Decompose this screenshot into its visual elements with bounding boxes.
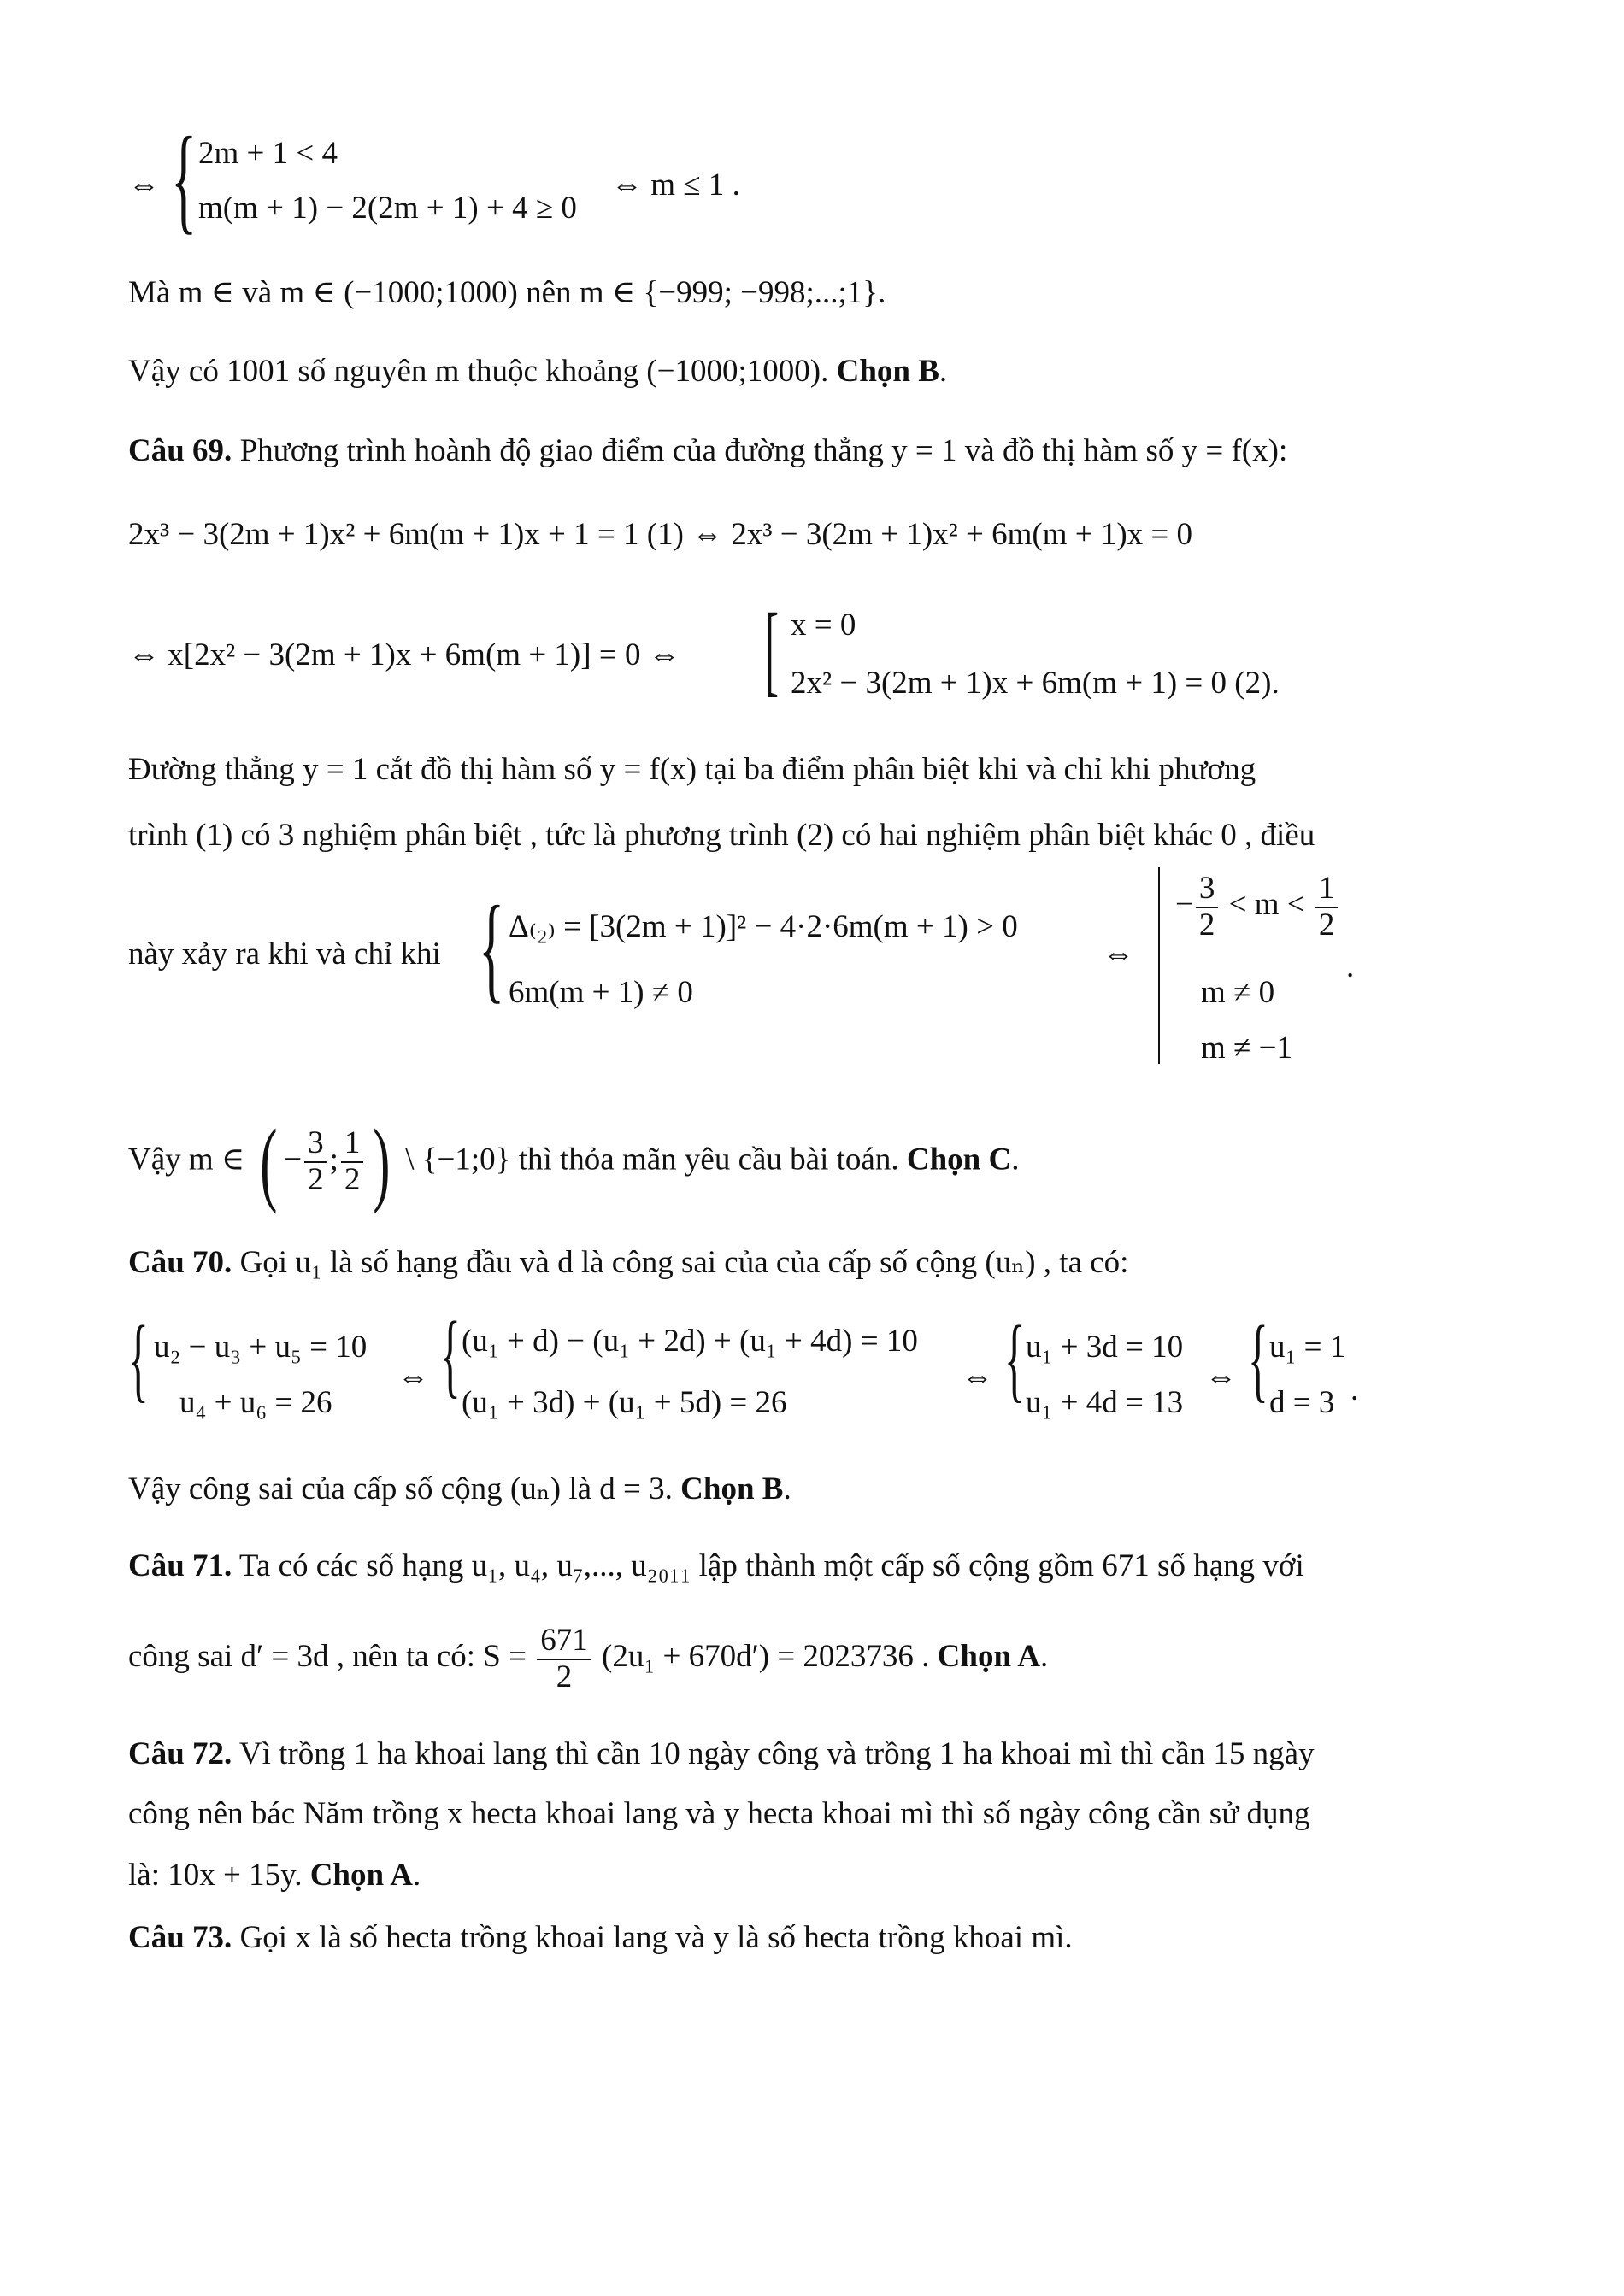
text-line: này xảy ra khi và chỉ khi [128, 937, 441, 972]
question-73: Câu 73. Gọi x là số hecta trồng khoai lang và y là số hecta trồng khoai mì. [128, 1920, 1073, 1955]
system-brace: { [1004, 1307, 1025, 1411]
question-label: Câu 73. [128, 1920, 232, 1955]
dot: . [1350, 1372, 1359, 1407]
text-line: trình (1) có 3 nghiệm phân biệt , tức là phương trình (2) có hai nghiệm phân biệt khác 0 , điều [128, 818, 1315, 853]
system-line: u₂ − u₃ + u₅ = 10 [154, 1330, 368, 1365]
dot: . [1346, 949, 1355, 984]
conclusion: Vậy công sai của cấp số cộng (uₙ) là d = 3. Chọn B. [128, 1471, 791, 1506]
system-brace: { [440, 1302, 461, 1406]
system-line: u₄ + u₆ = 26 [179, 1385, 332, 1420]
text-line: Đường thẳng y = 1 cắt đồ thị hàm số y = f(x) tại ba điểm phân biệt khi và chỉ khi phương [128, 752, 1256, 787]
text-line: Mà m ∈ và m ∈ (−1000;1000) nên m ∈ {−999; −998;...;1}. [128, 275, 886, 310]
iff-symbol: ⇔ [397, 1359, 429, 1395]
system-line: (u₁ + d) − (u₁ + 2d) + (u₁ + 4d) = 10 [462, 1324, 918, 1359]
result: ⇔ m ≤ 1 . [611, 167, 740, 203]
or-bracket: [ [765, 592, 779, 706]
equation: 2x³ − 3(2m + 1)x² + 6m(m + 1)x + 1 = 1 (1) ⇔ 2x³ − 3(2m + 1)x² + 6m(m + 1)x = 0 [128, 517, 1193, 552]
equation: ⇔ x[2x² − 3(2m + 1)x + 6m(m + 1)] = 0 ⇔ [128, 637, 680, 672]
question-71: Câu 71. Ta có các số hạng u₁, u₄, u₇,..., u₂₀₁₁ lập thành một cấp số cộng gồm 671 số hạng với [128, 1548, 1304, 1583]
iff-symbol: ⇔ [962, 1359, 993, 1395]
system-line: Δ₍₂₎ = [3(2m + 1)]² − 4·2·6m(m + 1) > 0 [509, 909, 1018, 944]
system-line: 2m + 1 < 4 [198, 136, 338, 171]
system-brace: { [171, 113, 197, 245]
result-line: − $\frac{3}{2}$ < m < $\frac{1}{2}$ [1175, 872, 1340, 942]
iff-symbol: ⇔ [128, 167, 160, 203]
text-line: công nên bác Năm trồng x hecta khoai lang và y hecta khoai mì thì số ngày công cần sử dụng [128, 1796, 1310, 1831]
question-69: Câu 69. Phương trình hoành độ giao điểm của đường thẳng y = 1 và đồ thị hàm số y = f(x): [128, 433, 1288, 468]
result-line: m ≠ −1 [1201, 1031, 1292, 1066]
equation: x = 0 [791, 608, 856, 643]
system-line: u₁ + 4d = 13 [1026, 1385, 1184, 1420]
system-line: 6m(m + 1) ≠ 0 [509, 975, 693, 1010]
system-brace: { [1248, 1307, 1268, 1411]
system-line: (u₁ + 3d) + (u₁ + 5d) = 26 [462, 1385, 787, 1420]
system-line: u₁ + 3d = 10 [1026, 1330, 1184, 1365]
bracket-line [1158, 867, 1163, 1064]
question-label: Câu 70. [128, 1245, 232, 1280]
question-70: Câu 70. Gọi u₁ là số hạng đầu và d là công sai của của cấp số cộng (uₙ) , ta có: [128, 1245, 1129, 1280]
iff-symbol: ⇔ [1205, 1359, 1237, 1395]
text-line: công sai d′ = 3d , nên ta có: S = $\frac{671}{2}$ (2u₁ + 670d′) = 2023736 . Chọn A. [128, 1623, 1049, 1694]
conclusion: Vậy m ∈ ( − $\frac{3}{2}$ ; $\frac{1}{2}$ ) \ {−1;0} thì thỏa mãn yêu cầu bài toán. Chọn C. [128, 1110, 1020, 1214]
result-line: m ≠ 0 [1201, 975, 1275, 1010]
system-line: m(m + 1) − 2(2m + 1) + 4 ≥ 0 [198, 191, 577, 226]
equation: 2x² − 3(2m + 1)x + 6m(m + 1) = 0 (2). [791, 666, 1280, 701]
system-brace: { [479, 882, 505, 1014]
text-line: Vậy có 1001 số nguyên m thuộc khoảng (−1000;1000). Chọn B. [128, 354, 948, 389]
question-label: Câu 71. [128, 1548, 232, 1583]
text-line: là: 10x + 15y. Chọn A. [128, 1858, 421, 1893]
system-brace: { [128, 1307, 149, 1411]
question-72: Câu 72. Vì trồng 1 ha khoai lang thì cần 10 ngày công và trồng 1 ha khoai mì thì cần 15 ngày [128, 1736, 1315, 1771]
system-line: d = 3 [1269, 1385, 1335, 1420]
iff-symbol: ⇔ [1103, 937, 1134, 972]
question-label: Câu 69. [128, 433, 232, 468]
question-label: Câu 72. [128, 1736, 232, 1771]
system-line: u₁ = 1 [1269, 1330, 1346, 1365]
